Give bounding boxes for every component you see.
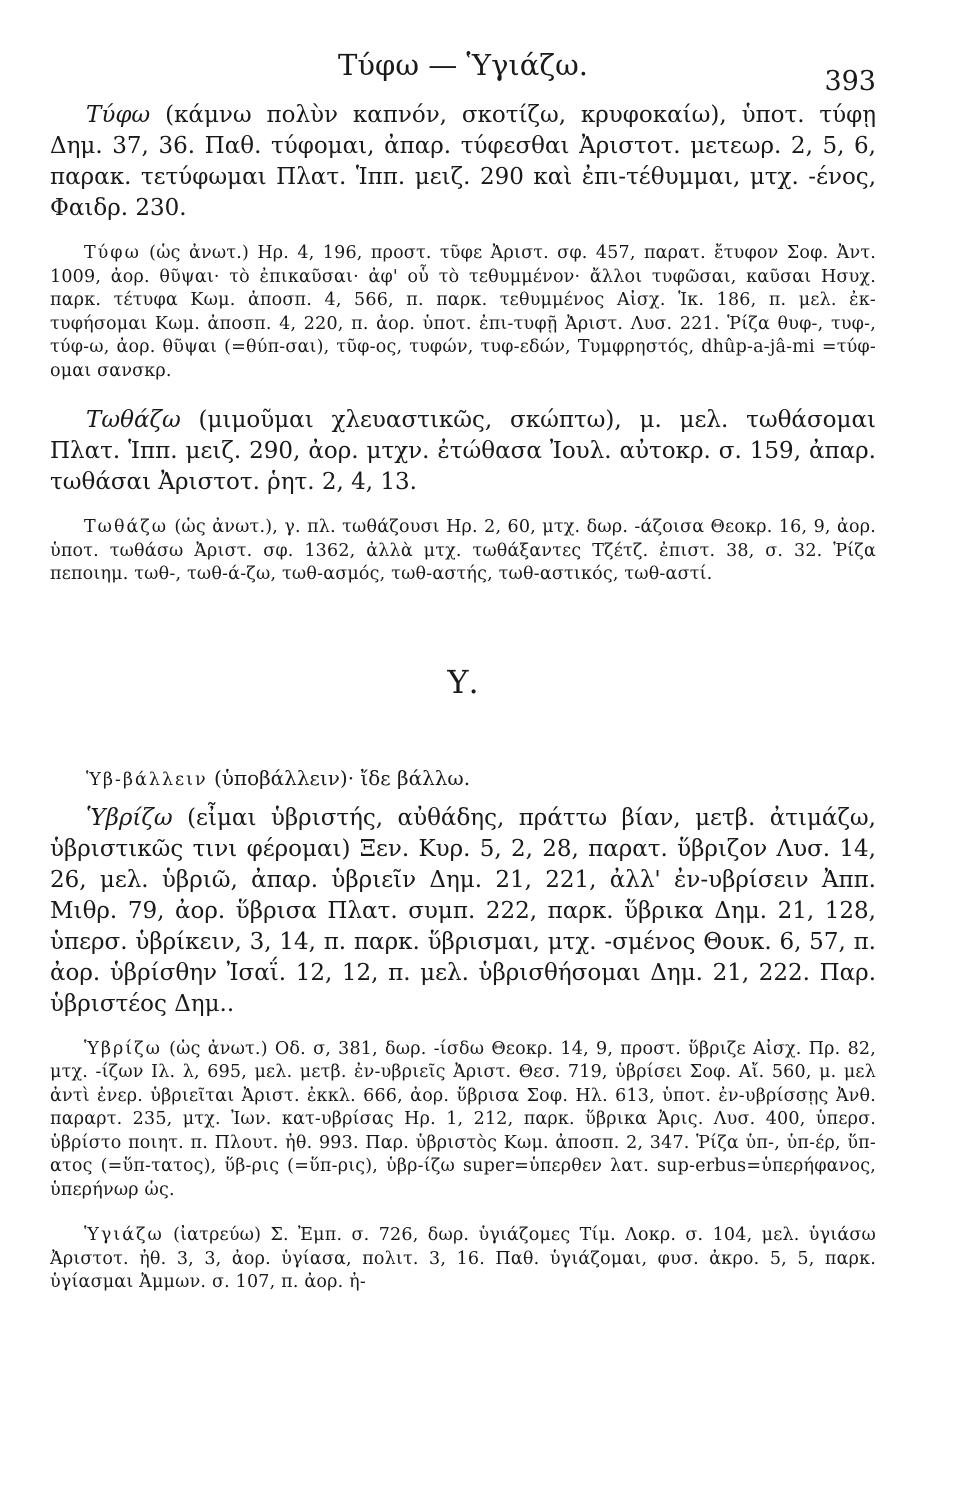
entry-lemma: Ὑγιάζω	[84, 1225, 164, 1245]
entry-lemma: Τωθάζω	[84, 517, 169, 537]
entry-text: (ὡς ἀνωτ.) Οδ. σ, 381, δωρ. -ίσδω Θεοκρ. 14, 9, προστ. ὕβριζε Αἰσχ. Πρ. 82, μτχ. -ίζων Ιλ. λ, 695, μελ. μετβ. ἐν-υβριεῖς Ἀριστ. Θεσ. 719, ὑβρίσει Σοφ. Αἴ. 560, μ. μελ ἀντὶ ἐνερ. ὑβριεῖται Ἀριστ. ἐκκλ. 666, ἀορ. ὕβρισα Σοφ. Ηλ. 613, ὑποτ. ἐν-υβρίσσῃς Ἀνθ. παραρτ. 235, μτχ. Ἰων. κατ-υβρίσας Ηρ. 1, 212, παρκ. ὕβρικα Ἀρις. Λυσ. 400, ὑπερσ. ὑβρίστο ποιητ. π. Πλουτ. ἠθ. 993. Παρ. ὑβριστὸς Κωμ. ἀποσπ. 2, 347. Ῥίζα ὑπ-, ὑπ-έρ, ὕπ-ατος (=ὕπ-τατος), ὕβ-ρις (=ὕπ-ρις), ὑβρ-ίζω super=ὑπερθεν λατ. sup-erbus=ὑπερήφανος, ὑπερήνωρ ὡς.	[50, 1038, 877, 1200]
entry-hyb-ballein	[50, 765, 876, 793]
entry-lemma: Ὑβρίζω	[84, 1038, 162, 1059]
entry-hygiazo-dialect	[50, 1224, 876, 1295]
running-head: Τύφω — Ὑγιάζω.	[338, 48, 588, 82]
entry-lemma: Τύφω	[86, 102, 151, 128]
entry-tyfo-main	[50, 100, 876, 224]
entry-text: (κάμνω πολὺν καπνόν, σκοτίζω, κρυφοκαίω), ὑποτ. τύφῃ Δημ. 37, 36. Παθ. τύφομαι, ἀπαρ. τύφεσθαι Ἀριστοτ. μετεωρ. 2, 5, 6, παρακ. τετύφωμαι Πλατ. Ἱππ. μειζ. 290 καὶ ἐπι-τέθυμμαι, μτχ. -ένος, Φαιδρ. 230.	[50, 102, 876, 221]
entry-lemma: Ὑβρίζω	[86, 804, 173, 831]
entry-text: (ὡς ἀνωτ.) Ηρ. 4, 196, προστ. τῦφε Ἀριστ. σφ. 457, παρατ. ἔτυφον Σοφ. Ἀντ. 1009, ἀορ. θῦψαι· τὸ ἐπικαῦσαι· ἀφ' οὗ τὸ τεθυμμένον· ἄλλοι τυφῶσαι, καῦσαι Ησυχ. παρκ. τέτυφα Κωμ. ἀποσπ. 4, 566, π. παρκ. τεθυμμένος Αἰσχ. Ἱκ. 186, π. μελ. ἐκ-τυφήσομαι Κωμ. ἀποσπ. 4, 220, π. ἀορ. ὑποτ. ἐπι-τυφῇ Ἀριστ. Λυσ. 221. Ῥίζα θυφ-, τυφ-, τύφ-ω, ἀορ. θῦψαι (=θύπ-σαι), τῦφ-ος, τυφών, τυφ-εδών, Τυμφρηστός, dhûp-a-jâ-mi =τύφ-ομαι σανσκρ.	[50, 243, 876, 381]
entry-text: (ὡς ἀνωτ.), γ. πλ. τωθάζουσι Ηρ. 2, 60, μτχ. δωρ. -άζοισα Θεοκρ. 16, 9, ἀορ. ὑποτ. τωθάσω Ἀριστ. σφ. 1362, ἀλλὰ μτχ. τωθάξαντες Τζέτζ. ἐπιστ. 38, σ. 32. Ῥίζα πεποιημ. τωθ-, τωθ-ά-ζω, τωθ-ασμός, τωθ-αστής, τωθ-αστικός, τωθ-αστί.	[50, 517, 877, 584]
entry-hybrizo-dialect	[50, 1038, 876, 1203]
page-number: 393	[824, 66, 876, 97]
entry-tyfo-dialect	[50, 242, 876, 383]
section-letter: Υ.	[447, 662, 479, 701]
entry-text: (ἰατρεύω) Σ. Ἐμπ. σ. 726, δωρ. ὑγιάζομες Τίμ. Λοκρ. σ. 104, μελ. ὑγιάσω Ἀριστοτ. ἠθ. 3, 3, ἀορ. ὑγίασα, πολιτ. 3, 16. Παθ. ὑγιάζομαι, φυσ. ἀκρο. 5, 5, παρκ. ὑγίασμαι Ἀμμων. σ. 107, π. ἀορ. ἠ-	[50, 1225, 877, 1292]
entry-text: (εἶμαι ὑβριστής, αὐθάδης, πράττω βίαν, μετβ. ἀτιμάζω, ὑβριστικῶς τινι φέρομαι) Ξεν. Κυρ. 5, 2, 28, παρατ. ὕβριζον Λυσ. 14, 26, μελ. ὑβριῶ, ἀπαρ. ὑβριεῖν Δημ. 21, 221, ἀλλ' ἐν-υβρίσειν Ἀππ. Μιθρ. 79, ἀορ. ὕβρισα Πλατ. συμπ. 222, παρκ. ὕβρικα Δημ. 21, 128, ὑπερσ. ὑβρίκειν, 3, 14, π. παρκ. ὕβρισμαι, μτχ. -σμένος Θουκ. 6, 57, π. ἀορ. ὑβρίσθην Ἰσαΐ. 12, 12, π. μελ. ὑβρισθήσομαι Δημ. 21, 222. Παρ. ὑβριστέος Δημ..	[50, 804, 876, 1017]
page-body	[50, 100, 876, 1303]
entry-text: (μιμοῦμαι χλευαστικῶς, σκώπτω), μ. μελ. τωθάσομαι Πλατ. Ἱππ. μειζ. 290, ἀορ. μτχν. ἐτώθασα Ἰουλ. αὐτοκρ. σ. 159, ἀπαρ. τωθάσαι Ἀριστοτ. ῥητ. 2, 4, 13.	[50, 407, 876, 495]
entry-lemma: Ὑβ-βάλλειν	[86, 769, 208, 790]
entry-lemma: Τωθάζω	[86, 407, 181, 433]
page-header	[50, 44, 876, 97]
entry-lemma: Τύφω	[84, 243, 141, 263]
entry-hybrizo-main	[50, 803, 876, 1020]
entry-text: (ὑποβάλλειν)· ἴδε βάλλω.	[213, 765, 471, 790]
entry-tothazo-dialect	[50, 516, 876, 587]
entry-tothazo-main	[50, 405, 876, 498]
